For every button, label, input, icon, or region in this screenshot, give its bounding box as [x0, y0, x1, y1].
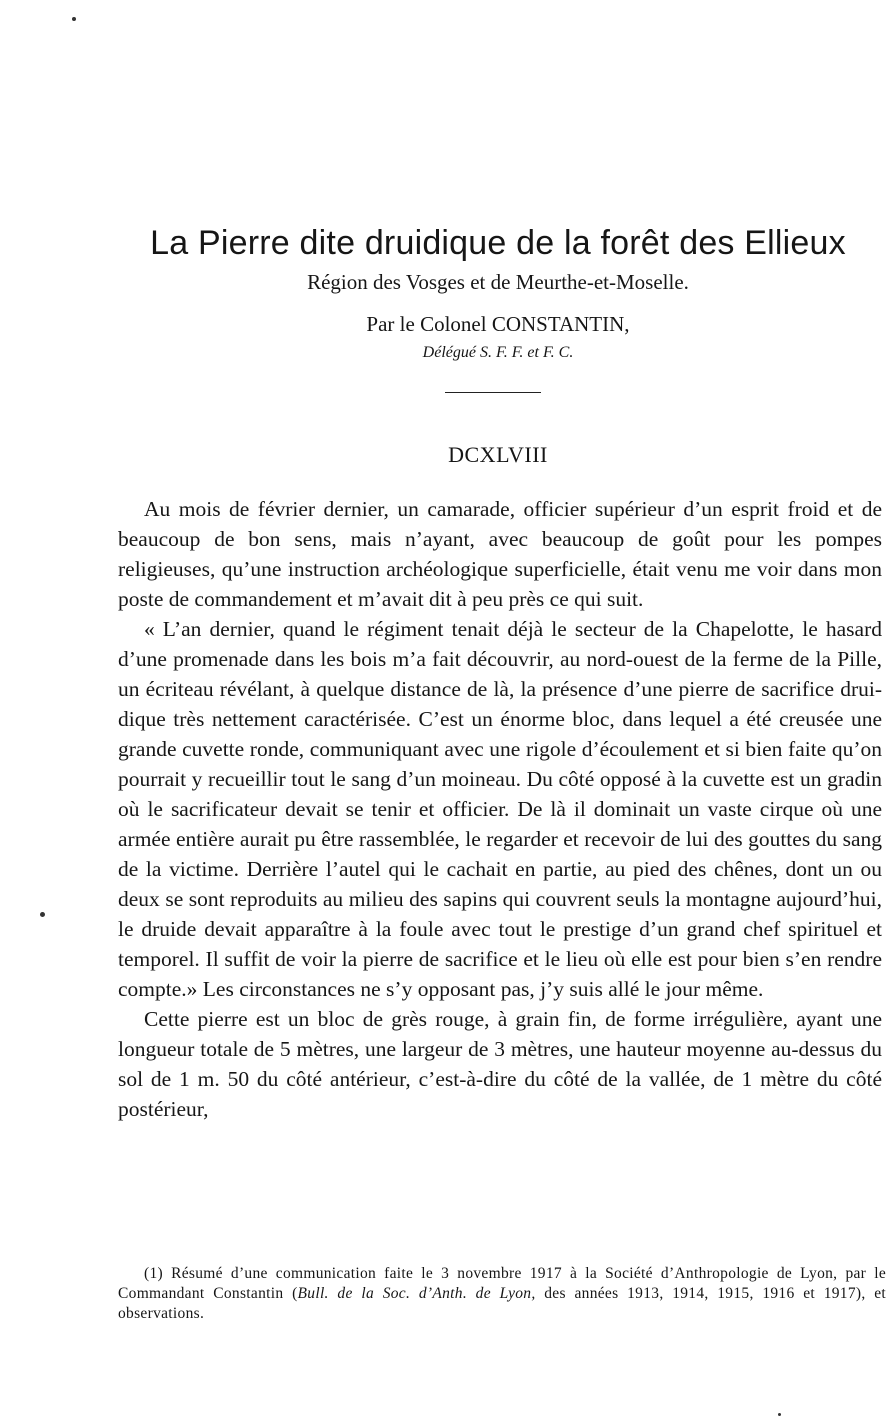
article-title: La Pierre dite druidique de la forêt des Ellieux — [150, 224, 846, 262]
footnote-text-end: des années 1913, 1914, 1915, 1916 et 1917), et observations. — [118, 1285, 887, 1322]
footnote-citation: Bull. de la Soc. d’Anth. de Lyon, — [297, 1285, 536, 1302]
article-author: Par le Colonel CONSTANTIN, — [366, 312, 630, 336]
footnote-text: Résumé d’une communication faite le 3 novembre 1917 à la Société d’Anthropologie de Lyon, par le Commandant Constantin ( — [118, 1265, 886, 1302]
body-paragraph: Au mois de février dernier, un camarade, officier supérieur d’un esprit froid et de beaucoup de bon sens, mais n’ayant, avec beaucoup de goût pour les pompes religieuses, qu’une instruction archéologique superficielle, était venu me voir dans mon poste de commandement et m’avait dit à peu près ce qui suit. — [118, 497, 882, 611]
body-paragraph: « L’an dernier, quand le régiment tenait déjà le secteur de la Chapelotte, le hasard d’une promenade dans les bois m’a fait découvrir, au nord-ouest de la ferme de la Pille, un écriteau révélant, à quelque distance de là, la présence d’une pierre de sacrifice druidique très nettement caractérisée. C’est un énorme bloc, dans lequel a été creusée une grande cuvette ronde, communiquant avec une rigole d’écoulement et si bien faite qu’on pourrait y recueillir tout le sang d’un moineau. Du côté opposé à la cuvette est un gradin où le sacrificateur devait se tenir et officier. De là il dominait un vaste cirque où une armée entière aurait pu être rassemblée, le regarder et recevoir de lui des gouttes du sang de la victime. Derrière l’autel qui le cachait en partie, au pied des chênes, dont un ou deux se sont reproduits au milieu des sapins qui couvrent seuls la montagne aujourd’hui, le druide devait apparaître à la foule avec tout le prestige d’un grand chef spirituel et temporel. Il suffit de voir la pierre de sacrifice et le lieu où elle est pour bien s’en rendre compte.» Les circonstances ne s’y opposant pas, j’y suis allé le jour même. — [118, 617, 882, 1001]
section-number: DCXLVIII — [448, 442, 548, 467]
body-paragraph: Cette pierre est un bloc de grès rouge, à grain fin, de forme irrégulière, ayant une longueur totale de 5 mètres, une largeur de 3 mètres, une hauteur moyenne au-dessus du sol de 1 m. 50 du côté antérieur, c’est-à-dire du côté de la vallée, de 1 mètre du côté postérieur, — [118, 1007, 882, 1121]
print-speck — [72, 17, 76, 21]
footnote-marker: (1) — [144, 1265, 163, 1282]
author-role: Délégué S. F. F. et F. C. — [422, 344, 574, 361]
print-speck — [40, 912, 45, 917]
title-divider — [445, 392, 541, 393]
article-subtitle: Région des Vosges et de Meurthe-et-Moselle. — [307, 270, 689, 294]
article-body — [118, 494, 882, 1124]
footnote — [118, 1264, 886, 1324]
print-speck — [778, 1413, 781, 1416]
